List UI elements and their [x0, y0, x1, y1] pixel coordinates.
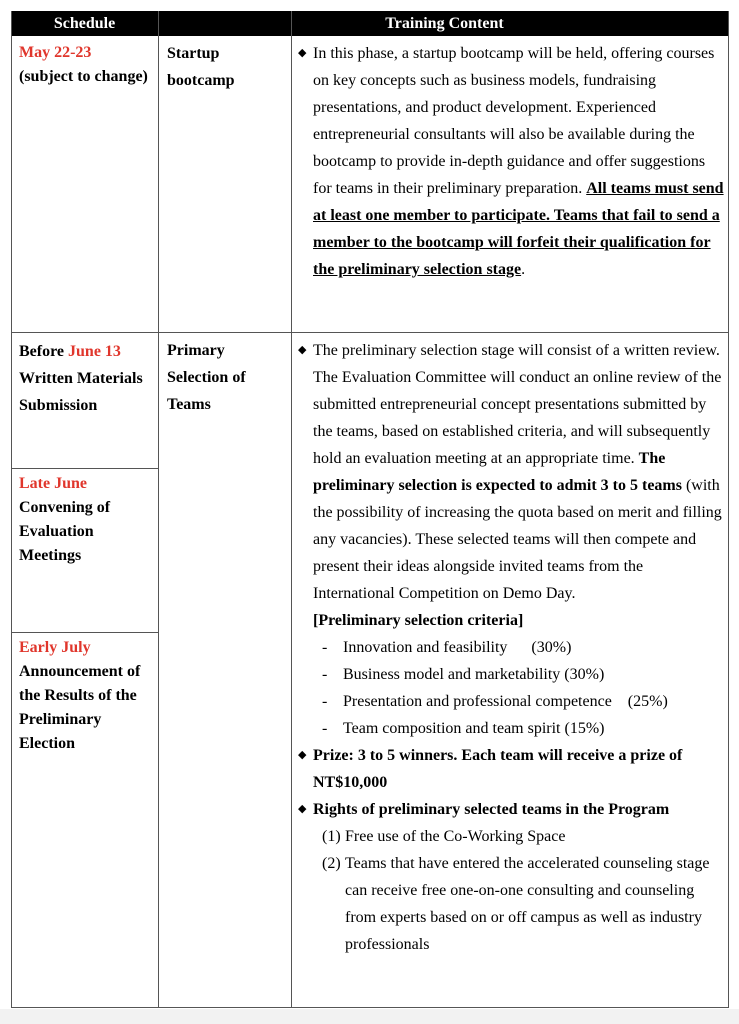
dash-icon: -	[322, 639, 328, 656]
schedule-item-2-label: Convening of Evaluation Meetings	[19, 499, 111, 564]
criteria-text: Business model and marketability (30%)	[343, 666, 605, 683]
schedule-item-1-label: Written Materials Submission	[19, 370, 143, 414]
criteria-text: Team composition and team spirit (15%)	[343, 720, 605, 737]
bullet-icon: ◆	[298, 749, 307, 761]
row1-content	[298, 40, 726, 283]
page-bottom-strip	[0, 1009, 739, 1024]
row-divider	[11, 332, 729, 333]
row2-text-a: The preliminary selection stage will consist of a written review. The Evaluation Committee will conduct an online review of the submitted entrepreneurial concept presentations submitted by the teams, based on established criteria, and will subsequently hold an evaluation meeting at an appropriate time.	[313, 342, 722, 467]
bullet-icon: ◆	[298, 803, 307, 815]
schedule-divider-1	[11, 468, 159, 469]
training-content-header: Training Content	[385, 15, 504, 32]
table-border-left	[11, 11, 12, 1008]
criteria-item	[298, 715, 726, 742]
row1-text-end: .	[521, 261, 526, 278]
bullet-icon: ◆	[298, 47, 307, 59]
row1-category: Startup bootcamp	[167, 45, 235, 89]
schedule-item-2	[19, 472, 155, 568]
rights-text: Teams that have entered the accelerated counseling stage can receive free one-on-one consulting and counseling from experts based on or off campus as well as industry professionals	[345, 855, 710, 953]
row2-text-c: (with the possibility of increasing the quota based on merit and filling any vacancies). These selected teams will then compete and present their ideas alongside invited teams from the International Competition on Demo Day.	[313, 477, 722, 602]
prize-paragraph	[298, 742, 726, 796]
criteria-item	[298, 661, 726, 688]
rights-text: Free use of the Co-Working Space	[345, 828, 566, 845]
row2-paragraph	[298, 337, 726, 607]
criteria-item	[298, 634, 726, 661]
row1-text: In this phase, a startup bootcamp will be held, offering courses on key concepts such as business models, fundraising presentations, and product development. Experienced entrepreneurial consultants will also be available during the bootcamp to provide in-depth guidance and offer suggestions for teams in their preliminary preparation.	[313, 45, 715, 197]
row2-content	[298, 337, 726, 958]
schedule-item-1	[19, 338, 155, 419]
schedule-item-3	[19, 636, 155, 756]
schedule-header: Schedule	[53, 15, 116, 32]
table-border-right	[728, 11, 729, 1008]
bullet-icon: ◆	[298, 344, 307, 356]
dash-icon: -	[322, 693, 328, 710]
rights-item	[298, 823, 726, 850]
rights-title: Rights of preliminary selected teams in the Program	[313, 801, 670, 818]
criteria-text: Presentation and professional competence (25%)	[343, 693, 668, 710]
criteria-item	[298, 688, 726, 715]
rights-number: (1)	[322, 828, 341, 845]
schedule-item-3-date: Early July	[19, 639, 91, 656]
schedule-divider-2	[11, 632, 159, 633]
criteria-text: Innovation and feasibility (30%)	[343, 639, 572, 656]
row1-date: May 22-23	[19, 44, 92, 61]
prize-text: Prize: 3 to 5 winners. Each team will receive a prize of NT$10,000	[313, 747, 683, 791]
row2-text-bold: The preliminary selection is expected to admit 3 to 5 teams	[313, 450, 682, 494]
schedule-item-1-date: June 13	[68, 343, 121, 360]
rights-number: (2)	[322, 855, 341, 872]
rights-item	[298, 850, 726, 958]
column-divider-2	[291, 11, 292, 1008]
row1-paragraph	[298, 40, 726, 283]
schedule-item-3-label: Announcement of the Results of the Preliminary Election	[19, 663, 141, 752]
dash-icon: -	[322, 720, 328, 737]
dash-icon: -	[322, 666, 328, 683]
table-border-bottom	[11, 1007, 729, 1008]
schedule-item-2-date: Late June	[19, 475, 87, 492]
row1-emphasis: All teams must send at least one member to participate. Teams that fail to send a member to the bootcamp will forfeit their qualification for the preliminary selection stage	[313, 180, 724, 278]
schedule-item-1-prefix: Before	[19, 343, 69, 360]
row1-schedule	[19, 41, 155, 89]
criteria-title: [Preliminary selection criteria]	[313, 612, 524, 629]
column-divider-1	[158, 11, 159, 1008]
row1-date-note: (subject to change)	[19, 68, 148, 85]
rights-title-paragraph	[298, 796, 726, 823]
row2-category: Primary Selection of Teams	[167, 342, 246, 413]
